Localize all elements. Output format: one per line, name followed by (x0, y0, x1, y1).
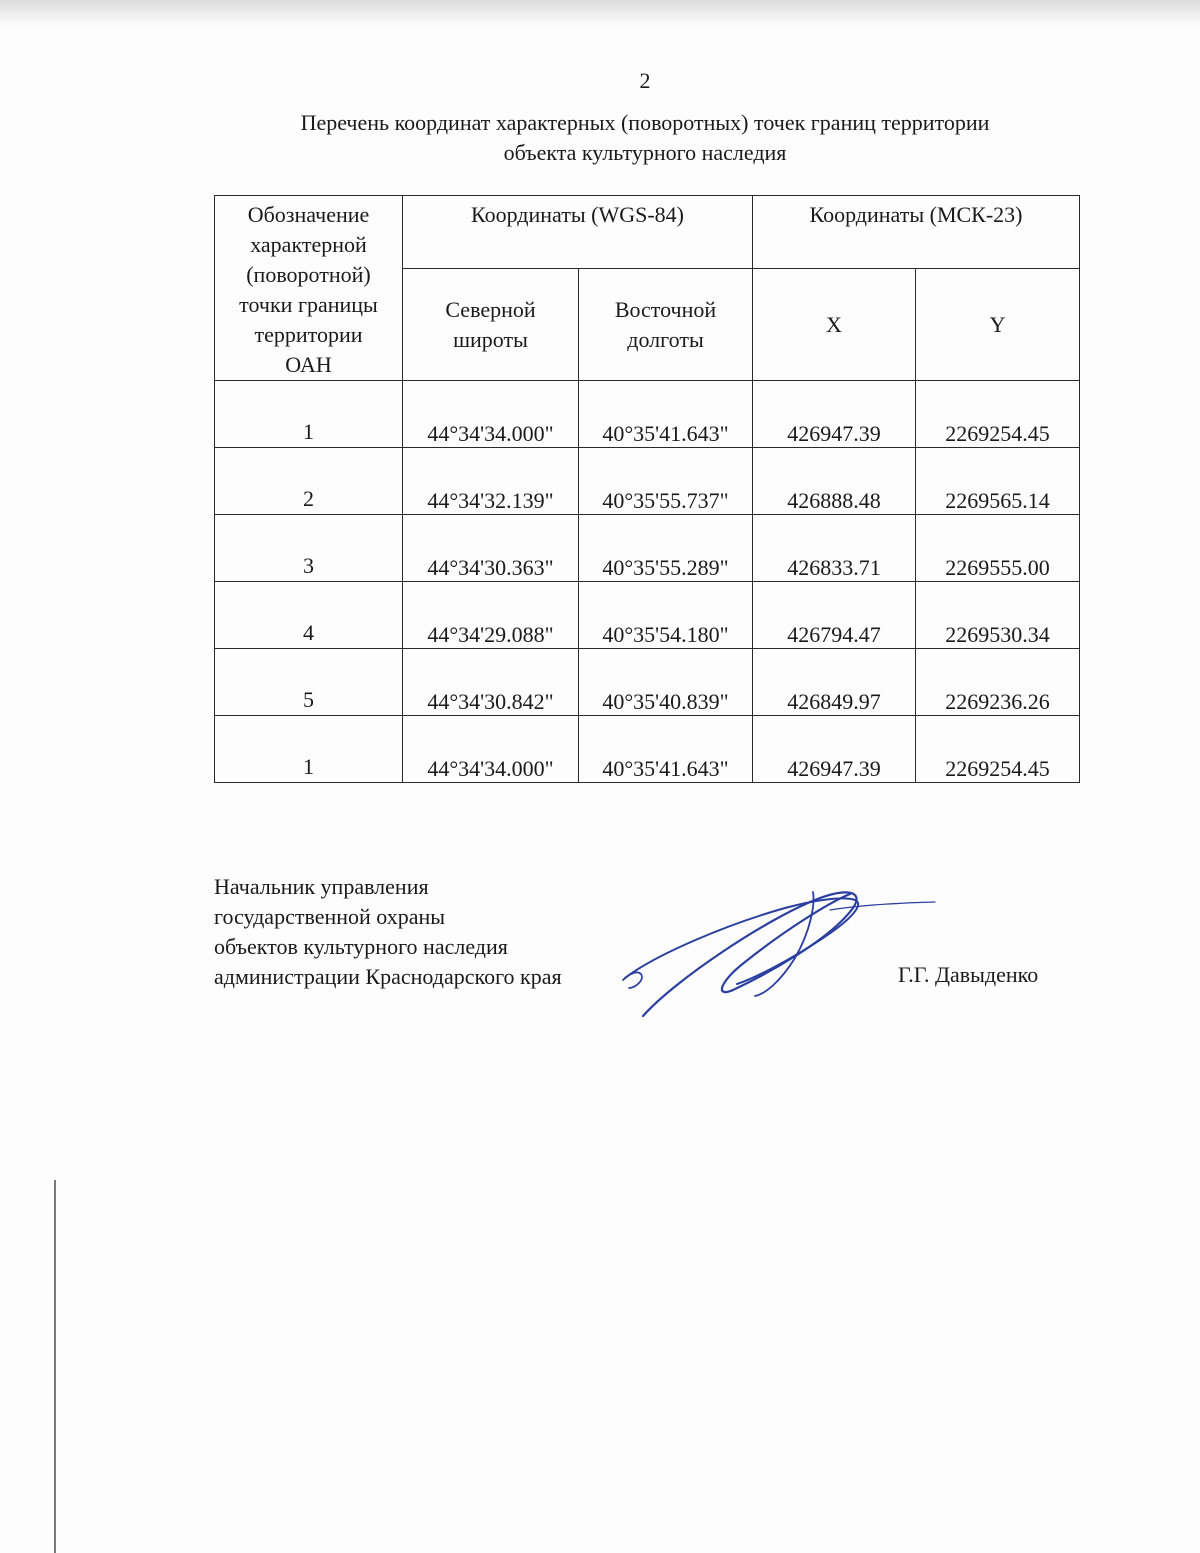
signatory-position: Начальник управления государственной охраны объектов культурного наследия администрации Краснодарского края (214, 874, 562, 989)
y-cell: 2269254.45 (916, 381, 1080, 448)
table-row (215, 515, 1080, 582)
header-msk23: Координаты (МСК-23) (753, 196, 1080, 269)
point-number: 2 (215, 448, 403, 515)
latitude-cell: 44°34'34.000" (403, 716, 579, 783)
x-cell: 426888.48 (753, 448, 916, 515)
header-north-latitude: Северной широты (403, 269, 579, 381)
handwritten-signature (615, 870, 945, 1030)
y-cell: 2269565.14 (916, 448, 1080, 515)
header-wgs84: Координаты (WGS-84) (403, 196, 753, 269)
longitude-cell: 40°35'55.737" (579, 448, 753, 515)
header-east-longitude: Восточной долготы (579, 269, 753, 381)
point-number: 3 (215, 515, 403, 582)
y-cell: 2269254.45 (916, 716, 1080, 783)
x-cell: 426849.97 (753, 649, 916, 716)
header-x: X (753, 269, 916, 381)
title-line-1: Перечень координат характерных (поворотных) точек границ территории (300, 110, 990, 135)
table-row (215, 716, 1080, 783)
x-cell: 426947.39 (753, 381, 916, 448)
latitude-cell: 44°34'29.088" (403, 582, 579, 649)
longitude-cell: 40°35'54.180" (579, 582, 753, 649)
table-row (215, 649, 1080, 716)
document-title (200, 108, 1090, 168)
coordinates-table (214, 195, 1080, 783)
page-number: 2 (639, 68, 651, 93)
scan-shadow (0, 0, 1200, 26)
latitude-cell: 44°34'32.139" (403, 448, 579, 515)
point-number: 1 (215, 381, 403, 448)
longitude-cell: 40°35'41.643" (579, 381, 753, 448)
x-cell: 426833.71 (753, 515, 916, 582)
latitude-cell: 44°34'34.000" (403, 381, 579, 448)
y-cell: 2269530.34 (916, 582, 1080, 649)
table-row (215, 582, 1080, 649)
longitude-cell: 40°35'55.289" (579, 515, 753, 582)
point-number: 4 (215, 582, 403, 649)
longitude-cell: 40°35'40.839" (579, 649, 753, 716)
header-designation: Обозначение характерной (поворотной) точки границы территории ОАН (215, 196, 403, 381)
table-row (215, 448, 1080, 515)
y-cell: 2269236.26 (916, 649, 1080, 716)
scan-edge-line (54, 1180, 56, 1553)
header-y: Y (916, 269, 1080, 381)
x-cell: 426794.47 (753, 582, 916, 649)
table-row (215, 381, 1080, 448)
header-row-1 (215, 196, 1080, 269)
latitude-cell: 44°34'30.842" (403, 649, 579, 716)
title-line-2: объекта культурного наследия (503, 140, 787, 165)
point-number: 1 (215, 716, 403, 783)
point-number: 5 (215, 649, 403, 716)
latitude-cell: 44°34'30.363" (403, 515, 579, 582)
y-cell: 2269555.00 (916, 515, 1080, 582)
longitude-cell: 40°35'41.643" (579, 716, 753, 783)
x-cell: 426947.39 (753, 716, 916, 783)
signatory-name: Г.Г. Давыденко (898, 962, 1039, 987)
